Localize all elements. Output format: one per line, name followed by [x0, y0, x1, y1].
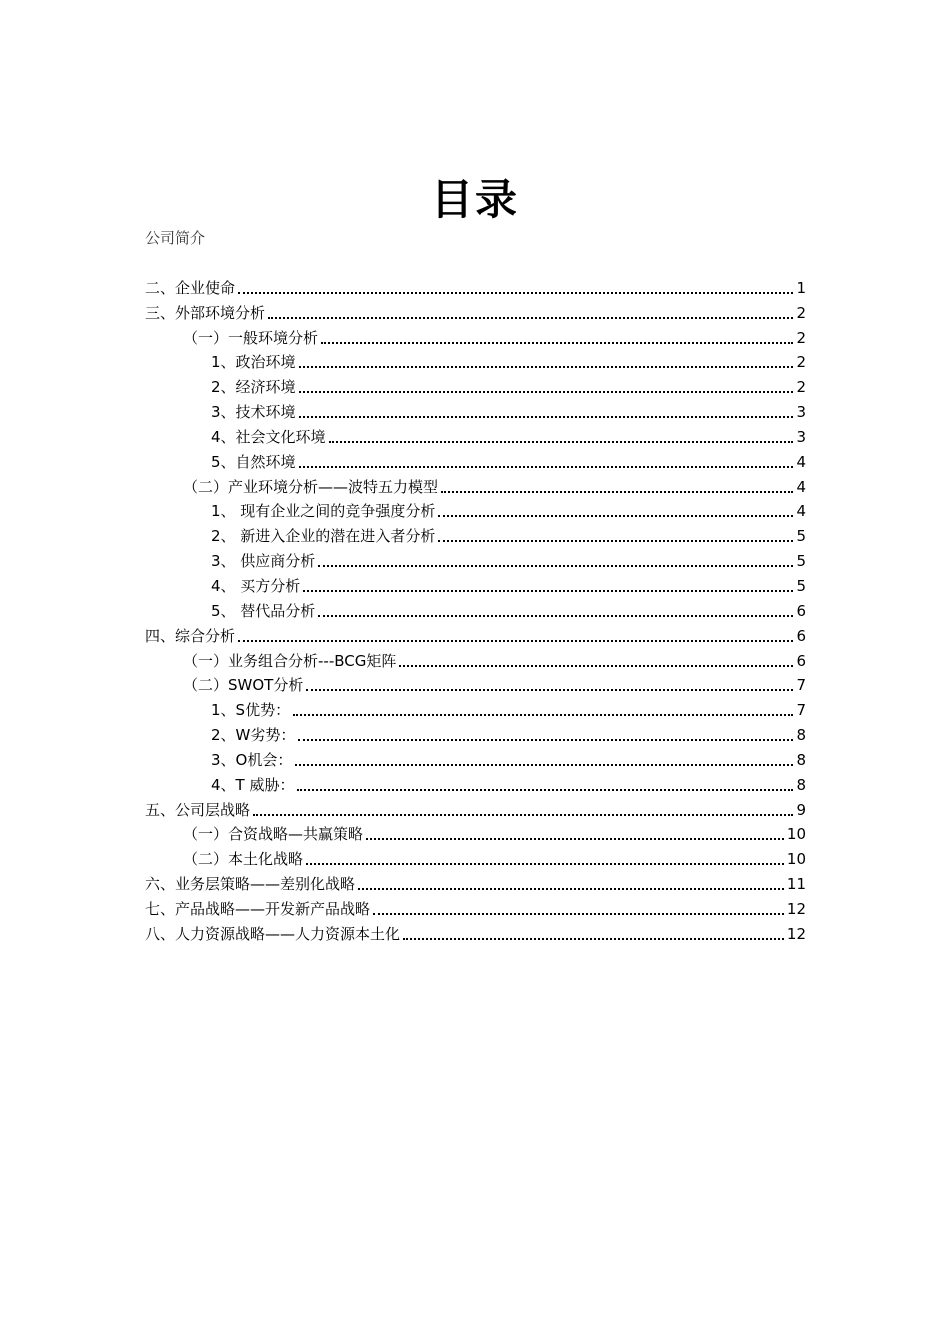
dot-leader [438, 537, 793, 542]
dot-leader [238, 637, 793, 642]
dot-leader [253, 811, 793, 816]
dot-leader [329, 438, 794, 443]
toc-entry[interactable] [145, 696, 806, 721]
dot-leader [399, 662, 793, 667]
toc-entry[interactable] [145, 721, 806, 746]
toc-entry[interactable] [145, 498, 806, 523]
company-intro-heading: 公司简介 [145, 229, 206, 247]
dot-leader [438, 512, 793, 517]
toc-entry[interactable] [145, 821, 806, 846]
toc-entry-label: 3、 供应商分析 [211, 552, 316, 571]
dot-leader [321, 339, 793, 344]
toc-entry[interactable] [145, 771, 806, 796]
toc-entry[interactable] [145, 473, 806, 498]
toc-entry-page-number: 8 [796, 726, 806, 745]
toc-entry-label: 二、企业使命 [145, 278, 236, 297]
dot-leader [358, 885, 784, 890]
dot-leader [299, 413, 794, 418]
toc-entry-page-number: 3 [796, 427, 806, 446]
dot-leader [306, 860, 784, 865]
toc-entry-label: 4、T 威胁： [211, 775, 295, 794]
toc-entry-label: 八、人力资源战略——人力资源本土化 [145, 924, 401, 943]
toc-entry[interactable] [145, 522, 806, 547]
toc-entry-label: 4、 买方分析 [211, 576, 301, 595]
toc-entry-label: 1、 现有企业之间的竞争强度分析 [211, 502, 436, 521]
toc-entry-page-number: 6 [796, 626, 806, 645]
toc-entry-label: 3、技术环境 [211, 403, 296, 422]
dot-leader [299, 363, 794, 368]
toc-entry[interactable] [145, 349, 806, 374]
toc-entry-label: 四、综合分析 [145, 626, 236, 645]
toc-entry-label: 4、社会文化环境 [211, 427, 326, 446]
dot-leader [295, 761, 793, 766]
toc-entry[interactable] [145, 870, 806, 895]
toc-entry-label: 2、经济环境 [211, 378, 296, 397]
dot-leader [318, 562, 793, 567]
toc-entry-label: 2、W劣势： [211, 726, 296, 745]
toc-entry-page-number: 4 [796, 477, 806, 496]
toc-entry-label: 五、公司层战略 [145, 800, 251, 819]
toc-entry-page-number: 3 [796, 403, 806, 422]
toc-entry-page-number: 2 [796, 353, 806, 372]
toc-entry-label: 七、产品战略——开发新产品战略 [145, 899, 371, 918]
toc-entry-page-number: 8 [796, 750, 806, 769]
toc-entry-page-number: 5 [796, 527, 806, 546]
dot-leader [303, 587, 793, 592]
toc-entry[interactable] [145, 423, 806, 448]
toc-entry-label: 3、O机会： [211, 750, 293, 769]
toc-entry-page-number: 12 [786, 924, 806, 943]
toc-entry-page-number: 2 [796, 328, 806, 347]
toc-entry-label: （二）产业环境分析——波特五力模型 [183, 477, 439, 496]
toc-entry[interactable] [145, 572, 806, 597]
toc-entry[interactable] [145, 845, 806, 870]
toc-entry-page-number: 5 [796, 576, 806, 595]
toc-entry-page-number: 1 [796, 278, 806, 297]
toc-entry[interactable] [145, 398, 806, 423]
toc-entry[interactable] [145, 547, 806, 572]
toc-entry-label: 1、政治环境 [211, 353, 296, 372]
dot-leader [366, 835, 784, 840]
toc-entry-label: 2、 新进入企业的潜在进入者分析 [211, 527, 436, 546]
toc-entry-page-number: 11 [786, 875, 806, 894]
toc-entry-label: 六、业务层策略——差别化战略 [145, 875, 356, 894]
toc-entry-label: （一）合资战略—共赢策略 [183, 825, 364, 844]
toc-entry-label: 三、外部环境分析 [145, 303, 266, 322]
toc-entry-page-number: 10 [786, 825, 806, 844]
dot-leader [373, 910, 784, 915]
dot-leader [268, 314, 793, 319]
toc-entry-label: （一）业务组合分析---BCG矩阵 [183, 651, 397, 670]
toc-entry[interactable] [145, 746, 806, 771]
toc-entry-page-number: 12 [786, 899, 806, 918]
toc-entry[interactable] [145, 448, 806, 473]
dot-leader [297, 786, 793, 791]
toc-entry-label: （一）一般环境分析 [183, 328, 319, 347]
dot-leader [318, 612, 793, 617]
dot-leader [299, 463, 794, 468]
toc-entry[interactable] [145, 324, 806, 349]
toc-entry-page-number: 4 [796, 502, 806, 521]
toc-entry-label: （二）SWOT分析 [183, 676, 304, 695]
toc-entry[interactable] [145, 796, 806, 821]
dot-leader [441, 488, 793, 493]
toc-entry[interactable] [145, 622, 806, 647]
toc-entry-page-number: 7 [796, 676, 806, 695]
dot-leader [298, 736, 793, 741]
toc-entry-label: 5、自然环境 [211, 452, 296, 471]
toc-entry-label: （二）本土化战略 [183, 850, 304, 869]
dot-leader [403, 935, 784, 940]
dot-leader [299, 388, 794, 393]
toc-entry[interactable] [145, 647, 806, 672]
toc-entry-page-number: 2 [796, 378, 806, 397]
toc-entry-page-number: 2 [796, 303, 806, 322]
toc-entry[interactable] [145, 597, 806, 622]
toc-entry-page-number: 7 [796, 701, 806, 720]
toc-entry-page-number: 5 [796, 552, 806, 571]
toc-entry-page-number: 9 [796, 800, 806, 819]
page-title: 目录 [430, 175, 519, 224]
toc-entry-page-number: 10 [786, 850, 806, 869]
dot-leader [238, 289, 793, 294]
toc-entry[interactable] [145, 920, 806, 945]
toc-entry[interactable] [145, 274, 806, 299]
table-of-contents [145, 274, 806, 945]
toc-entry[interactable] [145, 895, 806, 920]
toc-entry-label: 5、 替代品分析 [211, 601, 316, 620]
toc-entry-label: 1、S优势： [211, 701, 291, 720]
toc-entry-page-number: 8 [796, 775, 806, 794]
toc-entry-page-number: 6 [796, 651, 806, 670]
dot-leader [306, 686, 793, 691]
dot-leader [293, 711, 793, 716]
toc-entry-page-number: 6 [796, 601, 806, 620]
toc-entry[interactable] [145, 299, 806, 324]
toc-entry[interactable] [145, 672, 806, 697]
toc-entry-page-number: 4 [796, 452, 806, 471]
toc-entry[interactable] [145, 373, 806, 398]
